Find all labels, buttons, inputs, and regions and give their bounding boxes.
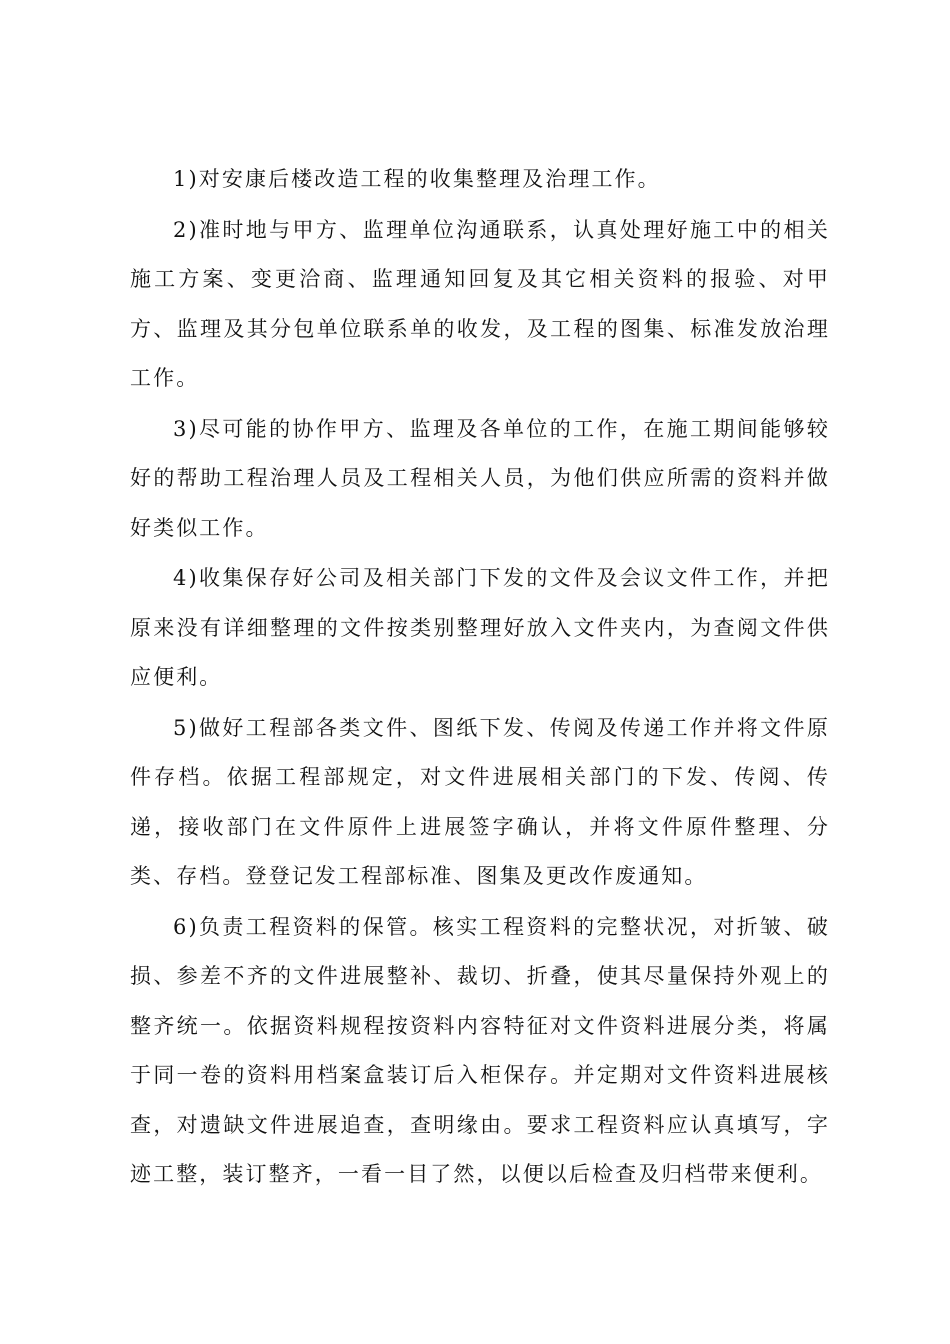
paragraph-1: 1)对安康后楼改造工程的收集整理及治理工作。	[173, 167, 661, 191]
paragraph-5: 5)做好工程部各类文件、图纸下发、传阅及传递工作并将文件原件存档。依据工程部规定，对文件进展相关部门的下发、传阅、传递，接收部门在文件原件上进展签字确认，并将文件原件整理、分类、存档。登登记发工程部标准、图集及更改作废通知。	[130, 715, 830, 888]
paragraph-6: 6)负责工程资料的保管。核实工程资料的完整状况，对折皱、破损、参差不齐的文件进展整补、裁切、折叠，使其尽量保持外观上的整齐统一。依据资料规程按资料内容特征对文件资料进展分类，将属于同一卷的资料用档案盒装订后入柜保存。并定期对文件资料进展核查，对遗缺文件进展追查，查明缘由。要求工程资料应认真填写，字迹工整，装订整齐，一看一目了然，以便以后检查及归档带来便利。	[130, 914, 830, 1186]
paragraph-3: 3)尽可能的协作甲方、监理及各单位的工作，在施工期间能够较好的帮助工程治理人员及工程相关人员，为他们供应所需的资料并做好类似工作。	[130, 416, 830, 540]
paragraph-2: 2)准时地与甲方、监理单位沟通联系，认真处理好施工中的相关施工方案、变更洽商、监理通知回复及其它相关资料的报验、对甲方、监理及其分包单位联系单的收发，及工程的图集、标准发放治理工作。	[130, 217, 830, 390]
document-body	[130, 155, 830, 1201]
paragraph-4: 4)收集保存好公司及相关部门下发的文件及会议文件工作，并把原来没有详细整理的文件按类别整理好放入文件夹内，为查阅文件供应便利。	[130, 566, 830, 689]
